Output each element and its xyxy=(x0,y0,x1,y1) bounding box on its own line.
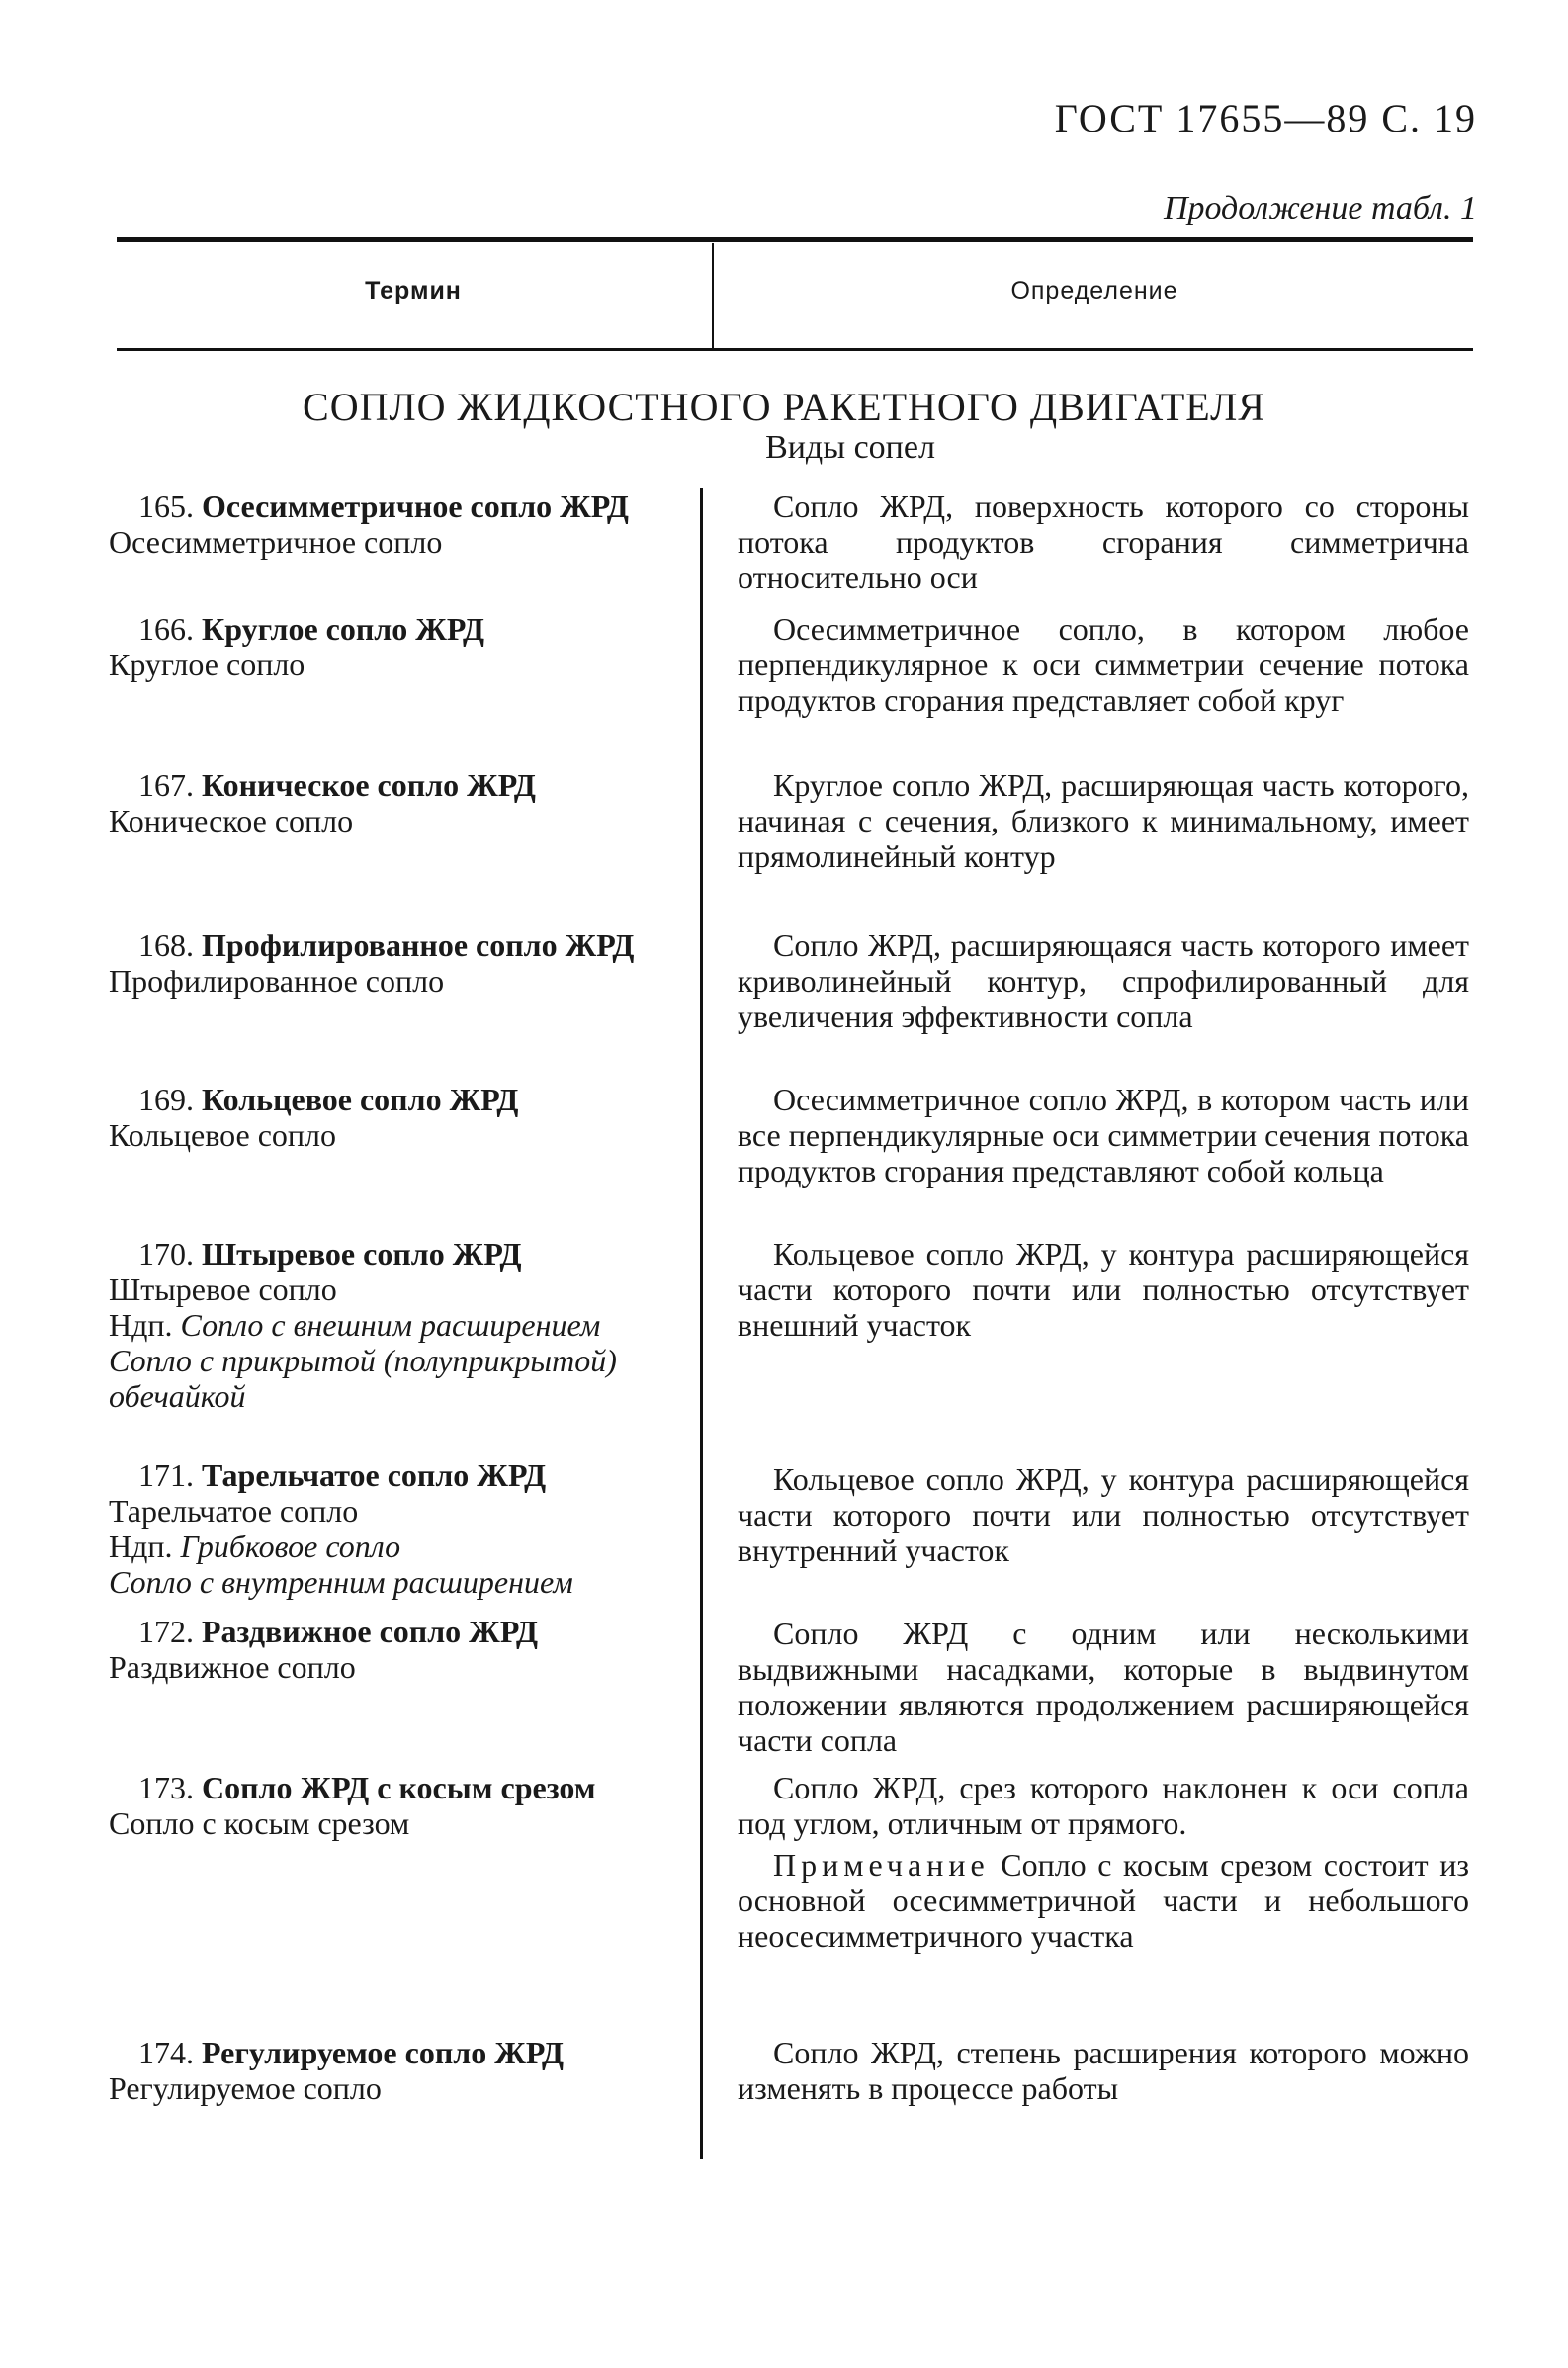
term-name: Раздвижное сопло ЖРД xyxy=(202,1614,538,1649)
term-number: 168. xyxy=(138,927,194,963)
term-entry-171 xyxy=(109,1457,687,1600)
header-column-divider xyxy=(712,243,714,348)
section-title: СОПЛО ЖИДКОСТНОГО РАКЕТНОГО ДВИГАТЕЛЯ xyxy=(303,385,1265,429)
term-name: Осесимметричное сопло ЖРД xyxy=(202,488,629,524)
section-subtitle: Виды сопел xyxy=(765,429,935,466)
term-short-name: Штыревое сопло xyxy=(109,1272,337,1307)
ndp-term: Сопло с внутренним расширением xyxy=(109,1564,573,1600)
definition-167: Круглое сопло ЖРД, расширяющая часть которого, начиная с сечения, близкого к минимальному, имеет прямолинейный контур xyxy=(738,767,1469,874)
term-name: Коническое сопло ЖРД xyxy=(202,767,536,803)
term-number: 169. xyxy=(138,1082,194,1117)
term-entry-168 xyxy=(109,927,687,999)
table-continuation-label: Продолжение табл. 1 xyxy=(1163,190,1477,226)
definition-170: Кольцевое сопло ЖРД, у контура расширяющейся части которого почти или полностью отсутствует внешний участок xyxy=(738,1236,1469,1343)
term-name: Сопло ЖРД с косым срезом xyxy=(202,1770,596,1805)
term-entry-170 xyxy=(109,1236,687,1414)
page-reference: ГОСТ 17655—89 С. 19 xyxy=(1054,96,1477,140)
ndp-term: Грибковое сопло xyxy=(180,1529,401,1564)
term-short-name: Регулируемое сопло xyxy=(109,2070,382,2106)
term-number: 172. xyxy=(138,1614,194,1649)
term-short-name: Тарельчатое сопло xyxy=(109,1493,359,1529)
term-short-name: Сопло с косым срезом xyxy=(109,1805,410,1841)
definition-169: Осесимметричное сопло ЖРД, в котором часть или все перпендикулярные оси симметрии сечения потока продуктов сгорания представляют собой кольца xyxy=(738,1082,1469,1188)
definition-166: Осесимметричное сопло, в котором любое перпендикулярное к оси симметрии сечение потока продуктов сгорания представляет собой круг xyxy=(738,611,1469,718)
term-entry-174 xyxy=(109,2035,687,2106)
term-number: 165. xyxy=(138,488,194,524)
term-short-name: Осесимметричное сопло xyxy=(109,524,443,560)
term-name: Регулируемое сопло ЖРД xyxy=(202,2035,564,2070)
term-entry-173 xyxy=(109,1770,687,1841)
table-top-rule xyxy=(117,237,1473,242)
definition-172: Сопло ЖРД с одним или несколькими выдвижными насадками, которые в выдвинутом положении являются продолжением расширяющейся части сопла xyxy=(738,1616,1469,1758)
term-number: 167. xyxy=(138,767,194,803)
term-entry-169 xyxy=(109,1082,687,1153)
definition-note xyxy=(738,1847,1469,1954)
ndp-term: Сопло с прикрытой (полуприкрытой) обечайкой xyxy=(109,1343,617,1414)
term-short-name: Раздвижное сопло xyxy=(109,1649,356,1685)
table-header-rule xyxy=(117,348,1473,351)
term-short-name: Коническое сопло xyxy=(109,803,354,838)
term-number: 171. xyxy=(138,1457,194,1493)
definition-text: Сопло ЖРД, срез которого наклонен к оси сопла под углом, отличным от прямого. xyxy=(738,1770,1469,1841)
term-short-name: Круглое сопло xyxy=(109,647,305,682)
term-entry-165 xyxy=(109,488,687,560)
term-name: Профилированное сопло ЖРД xyxy=(202,927,635,963)
ndp-label: Ндп. xyxy=(109,1307,173,1343)
definition-173 xyxy=(738,1770,1469,1954)
term-number: 173. xyxy=(138,1770,194,1805)
term-short-name: Кольцевое сопло xyxy=(109,1117,336,1153)
term-name: Кольцевое сопло ЖРД xyxy=(202,1082,519,1117)
term-entry-172 xyxy=(109,1614,687,1685)
term-entry-166 xyxy=(109,611,687,682)
term-number: 170. xyxy=(138,1236,194,1272)
term-name: Штыревое сопло ЖРД xyxy=(202,1236,522,1272)
term-number: 174. xyxy=(138,2035,194,2070)
definition-165: Сопло ЖРД, поверхность которого со стороны потока продуктов сгорания симметрична относительно оси xyxy=(738,488,1469,595)
ndp-term: Сопло с внешним расширением xyxy=(180,1307,601,1343)
ndp-label: Ндп. xyxy=(109,1529,173,1564)
term-name: Круглое сопло ЖРД xyxy=(202,611,485,647)
definition-171: Кольцевое сопло ЖРД, у контура расширяющейся части которого почти или полностью отсутствует внутренний участок xyxy=(738,1461,1469,1568)
term-short-name: Профилированное сопло xyxy=(109,963,445,999)
column-header-definition: Определение xyxy=(1010,277,1178,305)
note-text: Сопло с косым срезом состоит из основной осесимметричной части и небольшого неосесимметричного участка xyxy=(738,1847,1470,1954)
term-name: Тарельчатое сопло ЖРД xyxy=(202,1457,547,1493)
term-entry-167 xyxy=(109,767,687,838)
term-number: 166. xyxy=(138,611,194,647)
definition-174: Сопло ЖРД, степень расширения которого можно изменять в процессе работы xyxy=(738,2035,1469,2106)
column-divider xyxy=(700,488,703,2159)
column-header-term: Термин xyxy=(365,277,462,305)
note-label: Примечание xyxy=(773,1847,990,1883)
definition-168: Сопло ЖРД, расширяющаяся часть которого имеет криволинейный контур, спрофилированный для увеличения эффективности сопла xyxy=(738,927,1469,1034)
